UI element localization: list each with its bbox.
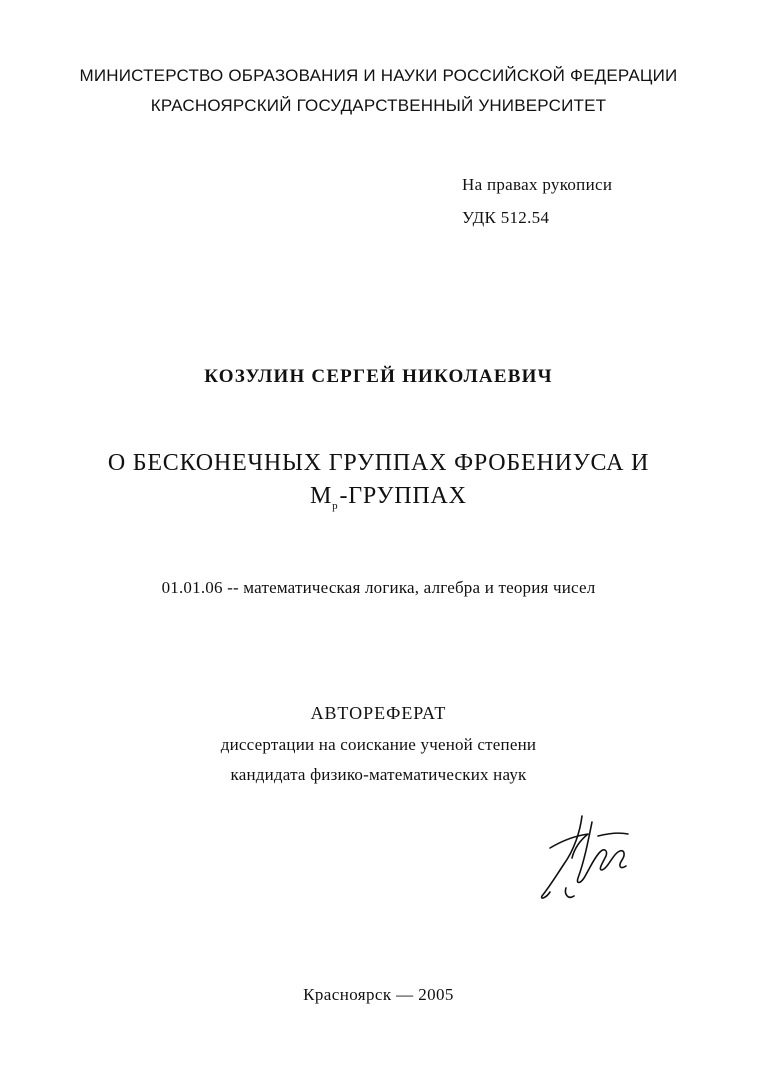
title-group-subscript: p	[332, 500, 339, 512]
specialty-code: 01.01.06 -- математическая логика, алгебра и теория чисел	[161, 578, 596, 597]
udk-code: УДК 512.54	[462, 208, 550, 227]
handwritten-signature-icon	[530, 812, 640, 907]
university-heading: КРАСНОЯРСКИЙ ГОСУДАРСТВЕННЫЙ УНИВЕРСИТЕТ	[150, 96, 607, 115]
ministry-heading: МИНИСТЕРСТВО ОБРАЗОВАНИЯ И НАУКИ РОССИЙСКОЙ ФЕДЕРАЦИИ	[79, 66, 678, 85]
dissertation-title-line-1: О БЕСКОНЕЧНЫХ ГРУППАХ ФРОБЕНИУСА И	[107, 450, 650, 476]
degree-purpose-line-2: кандидата физико-математических наук	[230, 765, 527, 784]
city-year-footer: Красноярск — 2005	[303, 985, 454, 1004]
dissertation-title-line-2	[310, 483, 467, 510]
title-group-symbol: M	[310, 483, 333, 509]
document-type: АВТОРЕФЕРАТ	[310, 703, 447, 723]
degree-purpose-line-1: диссертации на соискание ученой степени	[220, 735, 537, 754]
author-name: КОЗУЛИН СЕРГЕЙ НИКОЛАЕВИЧ	[204, 366, 553, 387]
title-group-suffix: -ГРУППАХ	[339, 483, 467, 509]
manuscript-rights-note: На правах рукописи	[462, 175, 613, 194]
